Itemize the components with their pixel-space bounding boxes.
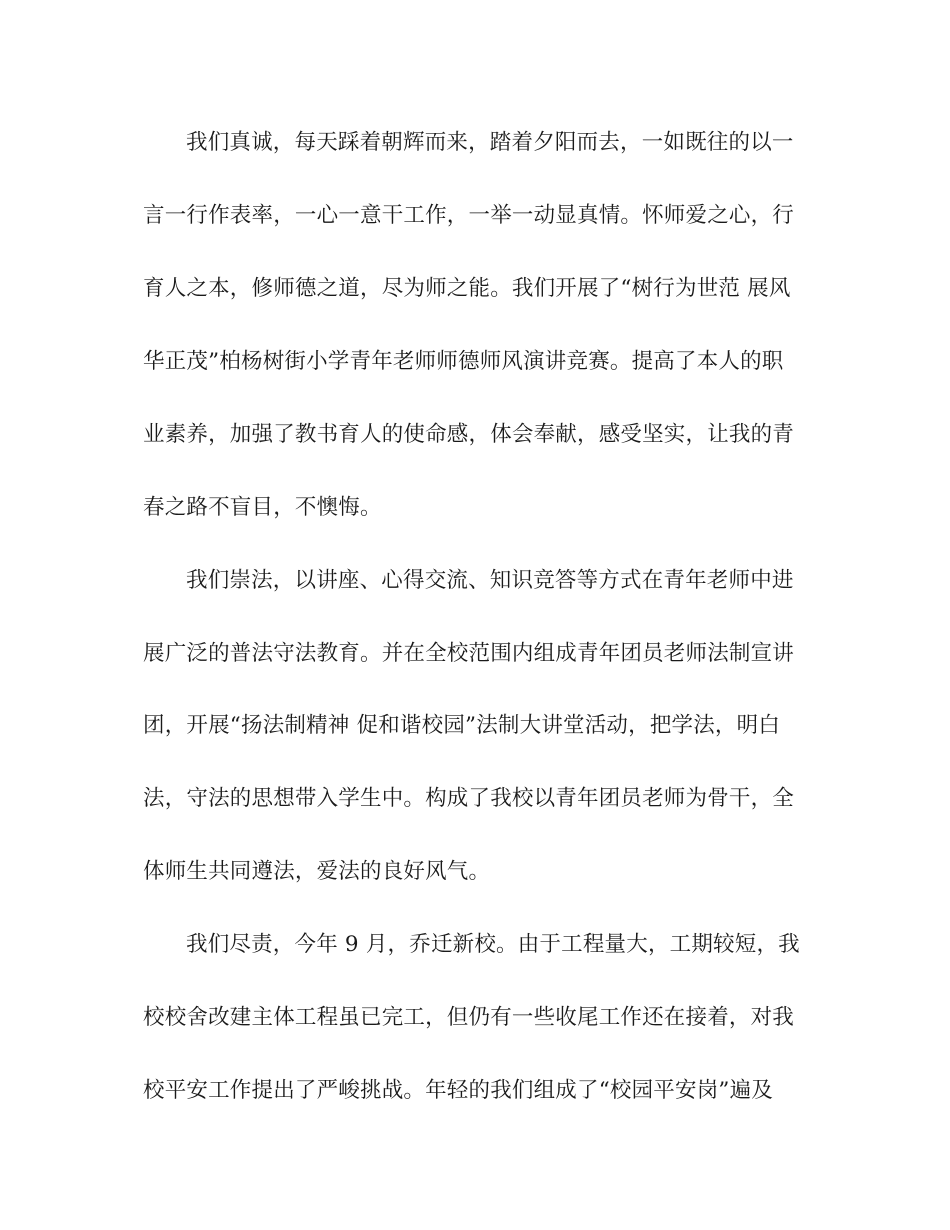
paragraph-3-line-2: 校校舍改建主体工程虽已完工，但仍有一些收尾工作还在接着，对我 <box>143 1005 795 1030</box>
paragraph-1-line-3: 育人之本，修师德之道，尽为师之能。我们开展了“树行为世范 展风 <box>143 276 791 301</box>
paragraph-1-line-1: 我们真诚，每天踩着朝辉而来，踏着夕阳而去，一如既往的以一 <box>186 130 794 155</box>
paragraph-1-line-6: 春之路不盲目，不懊悔。 <box>143 495 382 520</box>
paragraph-2-line-5: 体师生共同遵法，爱法的良好风气。 <box>143 859 491 884</box>
paragraph-2-line-3: 团，开展“扬法制精神 促和谐校园”法制大讲堂活动，把学法，明白 <box>143 713 781 738</box>
paragraph-3-line-1: 我们尽责，今年 9 月，乔迁新校。由于工程量大，工期较短，我 <box>186 932 800 957</box>
paragraph-3-line-3: 校平安工作提出了严峻挑战。年轻的我们组成了“校园平安岗”遍及 <box>143 1078 773 1103</box>
paragraph-1-line-5: 业素养，加强了教书育人的使命感，体会奉献，感受坚实，让我的青 <box>143 422 795 447</box>
paragraph-1-line-2: 言一行作表率，一心一意干工作，一举一动显真情。怀师爱之心，行 <box>143 203 795 228</box>
paragraph-2-line-2: 展广泛的普法守法教育。并在全校范围内组成青年团员老师法制宣讲 <box>143 641 795 666</box>
paragraph-1-line-4: 华正茂”柏杨树街小学青年老师师德师风演讲竞赛。提高了本人的职 <box>143 349 784 374</box>
paragraph-2-line-4: 法，守法的思想带入学生中。构成了我校以青年团员老师为骨干，全 <box>143 786 795 811</box>
paragraph-2-line-1: 我们崇法，以讲座、心得交流、知识竞答等方式在青年老师中进 <box>186 568 794 593</box>
